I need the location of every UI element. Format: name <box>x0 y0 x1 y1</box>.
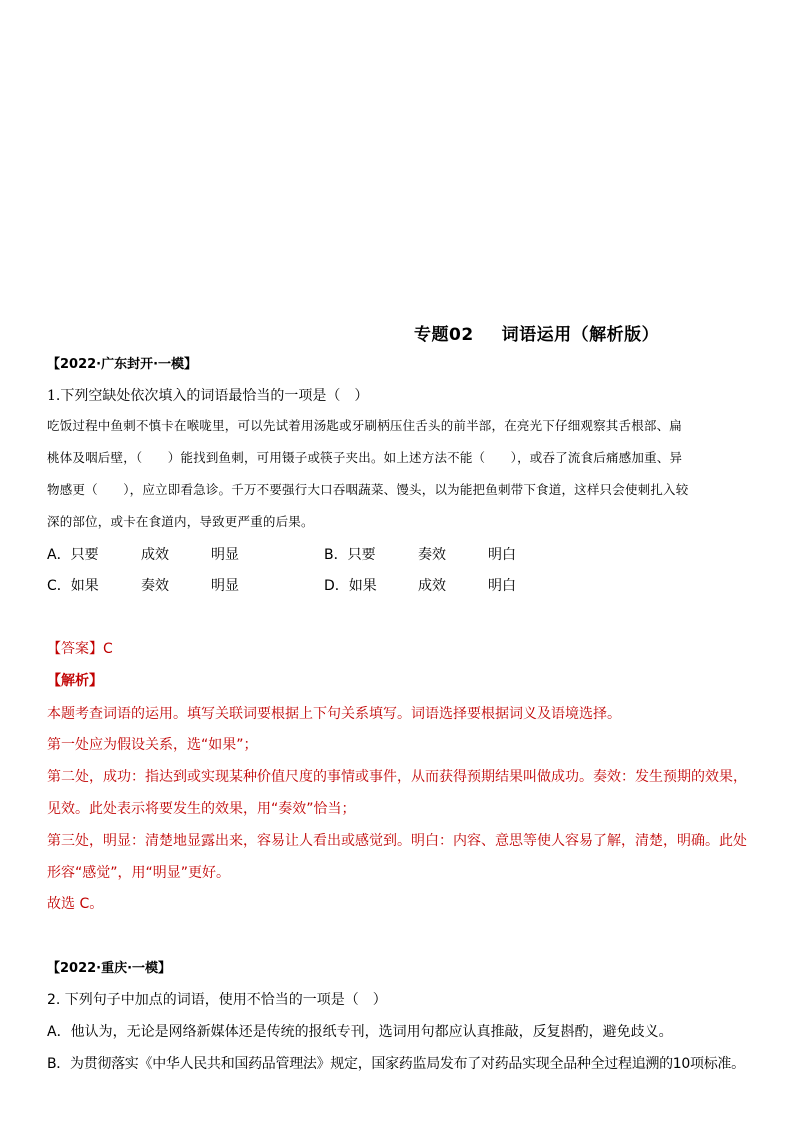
q1-analysis-line: 第一处应为假设关系，选“如果”； <box>47 737 258 753</box>
q1-option-a-label: A．只要 <box>47 547 99 563</box>
q1-stem: 1.下列空缺处依次填入的词语最恰当的一项是（ ） <box>47 388 369 404</box>
q1-passage-line: 吃饭过程中鱼刺不慎卡在喉咙里，可以先试着用汤匙或牙刷柄压住舌头的前半部，在亮光下仔细观察其舌根部、扁 <box>47 418 683 433</box>
q1-option-d-label: D．如果 <box>324 578 377 594</box>
q2-source-tag: 【2022·重庆·一模】 <box>47 961 172 976</box>
q1-passage-line: 物感更（ ），应立即看急诊。千万不要强行大口吞咽蔬菜、馒头，以为能把鱼刺带下食道，这样只会使刺扎入较 <box>47 482 689 497</box>
topic-title: 词语运用（解析版） <box>501 325 660 345</box>
q1-option-b-word3: 明白 <box>488 547 516 563</box>
q1-option-c-word2: 奏效 <box>141 578 169 594</box>
q1-analysis-line: 形容“感觉”，用“明显”更好。 <box>47 865 231 881</box>
q1-option-d-word2: 成效 <box>418 578 446 594</box>
q2-option-a: A．他认为，无论是网络新媒体还是传统的报纸专刊，选词用句都应认真推敲，反复斟酌，避免歧义。 <box>47 1024 673 1040</box>
q1-option-b-label: B．只要 <box>324 547 376 563</box>
q1-analysis-tag: 【解析】 <box>47 673 103 689</box>
q1-option-d-word3: 明白 <box>488 578 516 594</box>
q1-option-c-label: C．如果 <box>47 578 99 594</box>
q1-passage-line: 桃体及咽后壁，（ ）能找到鱼刺，可用镊子或筷子夹出。如上述方法不能（ ），或吞了流食后痛感加重、异 <box>47 450 683 465</box>
q1-option-b-word2: 奏效 <box>418 547 446 563</box>
q1-passage-line: 深的部位，或卡在食道内，导致更严重的后果。 <box>47 514 314 529</box>
q1-analysis-line: 第三处，明显：清楚地显露出来，容易让人看出或感觉到。明白：内容、意思等使人容易了解，清楚，明确。此处 <box>47 833 747 849</box>
q1-source-tag: 【2022·广东封开·一模】 <box>47 357 198 372</box>
q1-analysis-line: 本题考查词语的运用。填写关联词要根据上下句关系填写。词语选择要根据词义及语境选择。 <box>47 706 621 722</box>
q1-option-a-word2: 成效 <box>141 547 169 563</box>
page-title <box>414 320 659 345</box>
q2-option-b: B．为贯彻落实《中华人民共和国药品管理法》规定，国家药监局发布了对药品实现全品种全过程追溯的10项标准。 <box>47 1056 745 1072</box>
q1-analysis-line: 第二处，成功：指达到或实现某种价值尺度的事情或事件，从而获得预期结果叫做成功。奏效：发生预期的效果， <box>47 769 747 785</box>
q1-answer: 【答案】C <box>47 641 113 657</box>
q1-option-a-word3: 明显 <box>211 547 239 563</box>
q1-option-c-word3: 明显 <box>211 578 239 594</box>
q2-stem: 2. 下列句子中加点的词语，使用不恰当的一项是（ ） <box>47 992 387 1008</box>
q1-analysis-line: 见效。此处表示将要发生的效果，用“奏效”恰当； <box>47 801 356 817</box>
topic-number: 专题02 <box>414 325 474 345</box>
q1-analysis-line: 故选 C。 <box>47 896 104 912</box>
